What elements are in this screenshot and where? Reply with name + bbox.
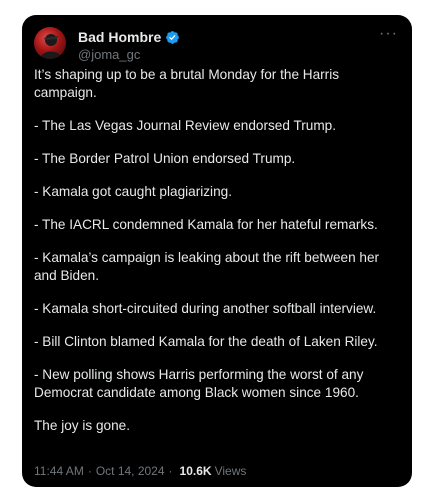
views-count[interactable]: 10.6K (179, 464, 212, 478)
name-row (78, 28, 180, 46)
tweet-paragraph: - The Border Patrol Union endorsed Trump. (34, 151, 296, 166)
tweet-time[interactable]: 11:44 AM (34, 464, 84, 478)
tweet-header (34, 25, 400, 69)
tweet-date[interactable]: Oct 14, 2024 (95, 464, 165, 478)
tweet-paragraph: The joy is gone. (34, 418, 130, 433)
user-handle[interactable]: @joma_gc (78, 47, 141, 62)
tweet-paragraph: - Kamala’s campaign is leaking about the rift between her and Biden. (34, 250, 380, 283)
tweet-paragraph: - The Las Vegas Journal Review endorsed Trump. (34, 118, 336, 133)
verified-badge-icon (165, 30, 180, 45)
tweet-paragraph: - Kamala got caught plagiarizing. (34, 184, 232, 199)
tweet-card (22, 15, 412, 487)
tweet-paragraph: - Kamala short-circuited during another softball interview. (34, 301, 377, 316)
tweet-text (34, 66, 404, 450)
avatar-figure-icon (34, 27, 66, 59)
separator: · (168, 464, 173, 478)
tweet-footer (34, 464, 246, 478)
tweet-paragraph: - New polling shows Harris performing the worst of any Democrat candidate among Black women since 1960. (34, 367, 364, 400)
tweet-paragraph: - The IACRL condemned Kamala for her hateful remarks. (34, 217, 378, 232)
separator: · (87, 464, 92, 478)
avatar[interactable] (34, 27, 66, 59)
more-horizontal-icon[interactable]: ··· (379, 25, 398, 42)
display-name[interactable]: Bad Hombre (78, 29, 162, 45)
tweet-paragraph: - Bill Clinton blamed Kamala for the death of Laken Riley. (34, 334, 378, 349)
tweet-paragraph: It’s shaping up to be a brutal Monday for the Harris campaign. (34, 67, 340, 100)
views-label: Views (214, 464, 247, 478)
